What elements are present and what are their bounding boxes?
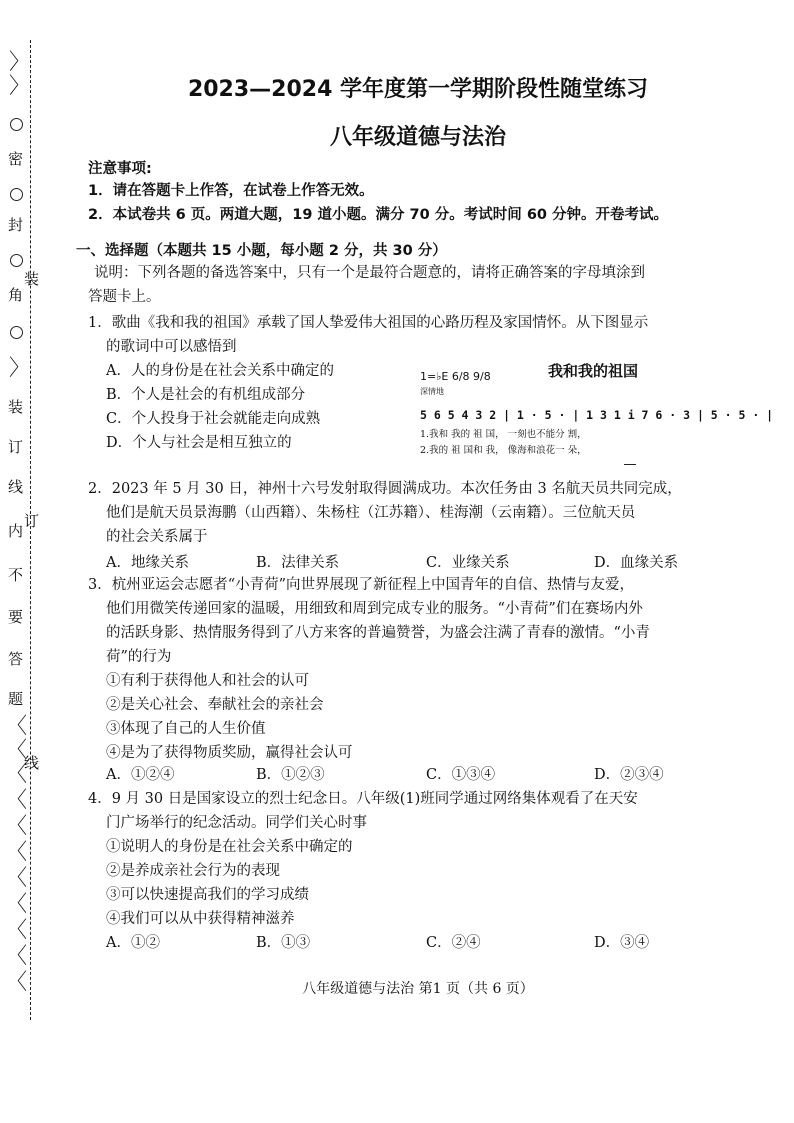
- section-desc: 说明：下列各题的备选答案中，只有一个是最符合题意的，请将正确答案的字母填涂到: [94, 265, 645, 281]
- margin-char: 角: [8, 286, 24, 304]
- q3-option-d: D．②③④: [594, 767, 664, 783]
- notice-item: 2．本试卷共 6 页。两道大题，19 道小题。满分 70 分。考试时间 60 分钟。开卷考试。: [88, 207, 669, 223]
- margin-char: 订: [8, 438, 24, 456]
- score-tempo: 深情地: [420, 387, 444, 396]
- q4-option-c: C．②④: [426, 935, 481, 951]
- q4-item: ②是养成亲社会行为的表现: [106, 863, 280, 879]
- margin-char: 不: [8, 566, 24, 584]
- q3-option-a: A．①②④: [106, 767, 175, 783]
- q2-stem: 的社会关系属于: [106, 529, 208, 545]
- q4-item: ④我们可以从中获得精神滋养: [106, 911, 295, 927]
- notice-heading: 注意事项:: [88, 161, 152, 177]
- margin-char: 答: [8, 650, 24, 668]
- q2-option-c: C．业缘关系: [426, 555, 510, 571]
- score-lyric: 2.我的 祖 国和 我， 像海和浪花一 朵，: [420, 445, 587, 456]
- margin-char: 封: [8, 216, 24, 234]
- chevron-mark: 〉: [9, 356, 29, 381]
- q1-stem: 1．歌曲《我和我的祖国》承载了国人挚爱伟大祖国的心路历程及家国情怀。从下图显示: [88, 315, 649, 331]
- q2-stem: 他们是航天员景海鹏（山西籍）、朱杨柱（江苏籍）、桂海潮（云南籍）。三位航天员: [106, 505, 636, 521]
- chevron-mark: 〈: [7, 866, 27, 891]
- q4-stem: 门广场举行的纪念活动。同学们关心时事: [106, 815, 367, 831]
- q2-stem: 2．2023 年 5 月 30 日，神州十六号发射取得圆满成功。本次任务由 3 名航天员共同完成，: [88, 481, 682, 497]
- margin-char: 内: [8, 522, 24, 540]
- q4-item: ①说明人的身份是在社会关系中确定的: [106, 839, 353, 855]
- q1-option-b: B．个人是社会的有机组成部分: [106, 387, 306, 403]
- q4-option-b: B．①③: [256, 935, 311, 951]
- q1-option-c: C．个人投身于社会就能走向成熟: [106, 411, 321, 427]
- margin-char: 线: [24, 754, 40, 772]
- chevron-mark: 〈: [7, 738, 27, 763]
- circle-mark: [10, 188, 23, 201]
- subject-title: 八年级道德与法治: [329, 125, 506, 150]
- q3-item: ③体现了自己的人生价值: [106, 721, 266, 737]
- q3-item: ④是为了获得物质奖励，赢得社会认可: [106, 745, 353, 761]
- q1-option-a: A．人的身份是在社会关系中确定的: [106, 363, 334, 379]
- circle-mark: [10, 326, 23, 339]
- q2-option-a: A．地缘关系: [106, 555, 189, 571]
- binding-margin: [0, 40, 48, 1020]
- q4-item: ③可以快速提高我们的学习成绩: [106, 887, 309, 903]
- circle-mark: [10, 118, 23, 131]
- notice-item: 1．请在答题卡上作答，在试卷上作答无效。: [88, 183, 374, 199]
- q3-option-b: B．①②③: [256, 767, 325, 783]
- chevron-mark: 〈: [7, 814, 27, 839]
- q4-stem: 4．9 月 30 日是国家设立的烈士纪念日。八年级(1)班同学通过网络集体观看了在天安: [88, 791, 638, 807]
- binding-dashed-line: [30, 40, 31, 1020]
- q4-option-d: D．③④: [594, 935, 650, 951]
- section-desc: 答题卡上。: [88, 289, 161, 305]
- chevron-mark: 〉: [9, 74, 29, 99]
- q3-option-c: C．①③④: [426, 767, 496, 783]
- chevron-mark: 〈: [7, 892, 27, 917]
- margin-char: 线: [8, 478, 24, 496]
- circle-mark: [10, 254, 23, 267]
- margin-char: 密: [8, 150, 24, 168]
- q3-stem: 3．杭州亚运会志愿者“小青荷”向世界展现了新征程上中国青年的自信、热情与友爱，: [88, 577, 635, 593]
- chevron-mark: 〈: [7, 970, 27, 995]
- q3-stem: 荷”的行为: [106, 649, 172, 665]
- chevron-mark: 〈: [7, 788, 27, 813]
- chevron-mark: 〈: [7, 944, 27, 969]
- score-key: 1=♭E 6/8 9/8: [420, 370, 491, 383]
- margin-char: 题: [8, 690, 24, 708]
- chevron-mark: 〈: [7, 840, 27, 865]
- q1-stem: 的歌词中可以感悟到: [106, 339, 237, 355]
- q3-item: ①有利于获得他人和社会的认可: [106, 673, 309, 689]
- q1-option-d: D．个人与社会是相互独立的: [106, 435, 292, 451]
- chevron-mark: 〉: [9, 50, 29, 75]
- chevron-mark: 〈: [7, 714, 27, 739]
- q3-stem: 的活跃身影、热情服务得到了八方来客的普遍赞誉，为盛会注满了青春的激情。“小青: [106, 625, 650, 641]
- margin-char: 订: [24, 512, 40, 530]
- margin-char: 要: [8, 608, 24, 626]
- q3-stem: 他们用微笑传递回家的温暖，用细致和周到完成专业的服务。“小青荷”们在赛场内外: [106, 601, 643, 617]
- margin-char: 装: [24, 270, 40, 288]
- chevron-mark: 〈: [7, 762, 27, 787]
- section-heading: 一、选择题（本题共 15 小题，每小题 2 分，共 30 分）: [76, 243, 447, 259]
- q2-option-d: D．血缘关系: [594, 555, 679, 571]
- q2-option-b: B．法律关系: [256, 555, 340, 571]
- margin-char: 装: [8, 398, 24, 416]
- q3-item: ②是关心社会、奉献社会的亲社会: [106, 697, 324, 713]
- score-notes: 5 6 5 4 3 2 | 1 · 5 · | 1 3 1 i 7 6 · 3 | 5 · 5 · |: [420, 408, 774, 422]
- score-lyric: 1.我和 我的 祖 国， 一刻也不能分 割，: [420, 429, 587, 440]
- score-mark: [624, 464, 636, 465]
- song-score: [420, 360, 774, 470]
- chevron-mark: 〈: [7, 918, 27, 943]
- exam-title: 2023—2024 学年度第一学期阶段性随堂练习: [187, 77, 649, 102]
- q4-option-a: A．①②: [106, 935, 160, 951]
- song-title: 我和我的祖国: [548, 362, 639, 380]
- page-footer: 八年级道德与法治 第1 页（共 6 页）: [302, 981, 534, 997]
